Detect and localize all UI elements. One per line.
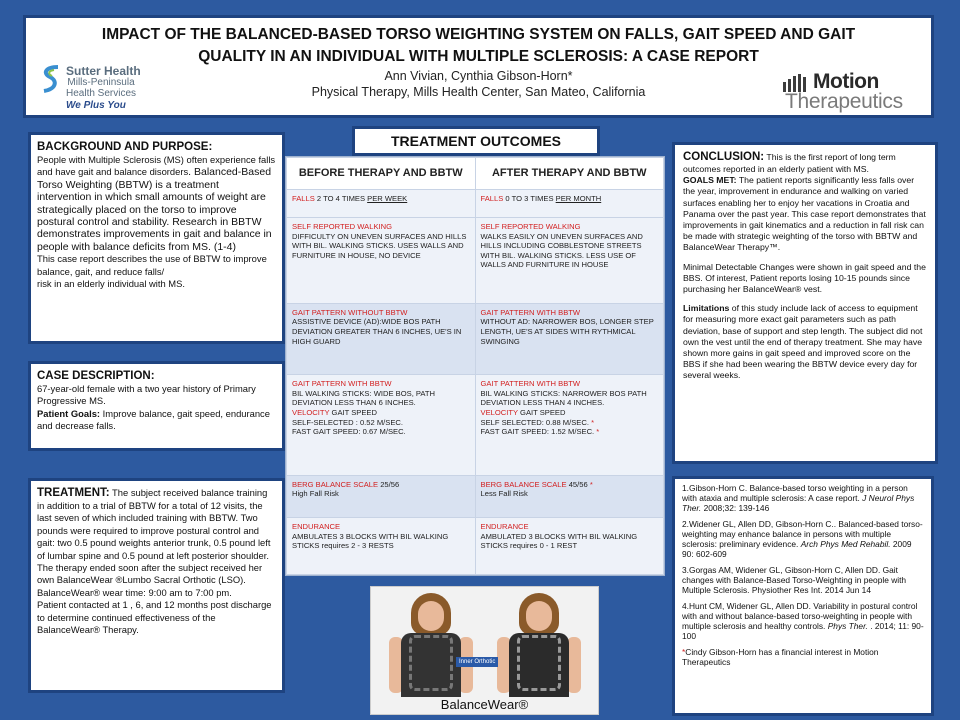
cell-walking-before: [287, 218, 476, 304]
background-text2: . Balanced-Based Torso Weighting (BBTW) is a treatment intervention in which small amounts of weight are strategically placed on the torso to improve postural control and stability. Research in BBTW demonstrates improvements in gait and balance in people with balance deficits from MS. (1-4): [37, 166, 272, 253]
sutter-mark-icon: [40, 64, 62, 94]
treatment-heading: TREATMENT:: [37, 487, 110, 499]
table-row-gait-without: [287, 303, 664, 374]
berg-after-value: 45/56: [566, 479, 590, 489]
velocity-before-label: [292, 408, 470, 418]
photo-vest: [409, 635, 453, 691]
case-heading: CASE DESCRIPTION:: [37, 370, 155, 382]
berg-after-head: BERG BALANCE SCALE: [480, 479, 567, 489]
falls-after-head: FALLS: [480, 194, 504, 203]
table-row-falls: [287, 190, 664, 218]
inner-orthotic-label: Inner Orthotic: [456, 657, 498, 667]
reference-3-text: 3.Gorgas AM, Widener GL, Gibson-Horn C, Allen DD. Gait changes with Balance-Based Torso-Weighting in people with Multiple Sclerosis. Physiother Res Int. 2014 Jun 14: [682, 565, 907, 595]
velocity-after-fast: FAST GAIT SPEED: 1.52 M/SEC.: [480, 427, 597, 437]
velocity-after-label: [481, 408, 659, 418]
reference-4-journal: Phys Ther.: [827, 621, 868, 631]
reference-2-tail: 2009 90: 602-609: [682, 539, 912, 559]
berg-after-risk: Less Fall Risk: [480, 489, 528, 499]
table-row-gait-velocity: [287, 375, 664, 475]
sutter-sub2: Health Services: [66, 88, 137, 99]
reference-1-journal: J Neurol Phys Ther.: [682, 493, 915, 513]
case-description-section: [28, 361, 285, 451]
falls-before-unit: PER WEEK: [367, 194, 408, 203]
sutter-name: Sutter Health: [66, 64, 141, 78]
background-text1: People with Multiple Sclerosis (MS) often experience falls and have gait and balance disorders: [37, 154, 276, 178]
falls-before-head: FALLS: [292, 194, 315, 203]
velocity-after-self: SELF SELECTED: 0.88 M/SEC.: [480, 417, 592, 427]
reference-1-tail: 2008;32: 139-146: [701, 503, 770, 513]
photo2-arm-right: [567, 637, 581, 693]
velocity-before-word: VELOCITY: [292, 408, 330, 418]
walking-before-body: DIFFICULTY ON UNEVEN SURFACES AND HILLS WITH BIL. WALKING STICKS. USES WALLS AND FURNITURE IN HOUSE, NO DEVICE: [292, 231, 467, 260]
reference-item: [682, 483, 924, 513]
disclosure-star: *: [682, 647, 686, 657]
references-section: [672, 476, 934, 716]
background-text3: This case report describes the use of BBTW to improve balance, gait, and reduce falls/: [37, 253, 267, 277]
endurance-before-body: AMBULATES 3 BLOCKS WITH BIL WALKING STICKS requires 2 - 3 RESTS: [292, 531, 449, 551]
table-header-row: [287, 158, 664, 190]
velocity-after-word: VELOCITY: [480, 408, 518, 418]
col-after-header: AFTER THERAPY AND BBTW: [475, 158, 664, 190]
velocity-before-fast: FAST GAIT SPEED: 0.67 M/SEC.: [292, 427, 406, 437]
conclusion-heading: CONCLUSION:: [683, 151, 765, 163]
cell-endurance-before: [287, 518, 476, 575]
motion-therapeutics-logo: [783, 72, 923, 114]
falls-before-body: 2 TO 4 TIMES: [314, 194, 368, 203]
background-heading: BACKGROUND AND PURPOSE:: [37, 141, 213, 153]
endurance-before-head: ENDURANCE: [292, 522, 341, 532]
endurance-after-head: ENDURANCE: [480, 522, 529, 532]
background-text4: risk in an elderly individual with MS.: [37, 278, 185, 290]
case-goals: [37, 408, 276, 433]
table-row-berg: [287, 475, 664, 517]
photo-orthotic-view: [489, 591, 589, 697]
conclusion-intro: [683, 150, 927, 175]
gait-with-body: WITHOUT AD: NARROWER BOS, LONGER STEP LENGTH, UE'S AT SIDES WITH RYTHMICAL SWINGING: [480, 317, 654, 346]
outcomes-table: [285, 156, 665, 576]
cell-endurance-after: [475, 518, 664, 575]
reference-item: [682, 601, 924, 641]
reference-2-text: 2.Widener GL, Allen DD, Gibson-Horn C.. Balanced-based torso-weighting may enhance balance in persons with multiple sclerosis: preliminary evidence.: [682, 519, 923, 549]
goals-met-label: GOALS MET:: [683, 175, 737, 186]
table-row-walking: [287, 218, 664, 304]
photo2-vest: [517, 635, 561, 691]
limitations-label: Limitations: [683, 303, 730, 314]
col-before-header: BEFORE THERAPY AND BBTW: [287, 158, 476, 190]
poster-title: IMPACT OF THE BALANCED-BASED TORSO WEIGHTING SYSTEM ON FALLS, GAIT SPEED AND GAIT QUALITY IN AN INDIVIDUAL WITH MULTIPLE SCLEROSIS: A CASE REPORT: [101, 26, 856, 65]
balancewear-caption: BalanceWear®: [440, 697, 529, 712]
therapeutics-word: Therapeutics: [785, 90, 903, 113]
case-text: 67-year-old female with a two year history of Primary Progressive MS.: [37, 383, 256, 407]
cell-velocity-before: [287, 375, 476, 475]
treatment-text1: The subject received balance training in addition to a trial of BBTW for a total of 12 visits, the last seven of which included training with BBTW. Two pounds were required to improve postural control and gait: two 0.5 pound weights anterior trunk, 0.5 pound left of lumbar spine and 0.5 pound at left posterior shoulder. The therapy ended soon after the subject received her own BalanceWear ®Lumbo Sacral Orthotic (LSO).: [37, 487, 271, 586]
authors: Ann Vivian, Cynthia Gibson-Horn*: [384, 69, 573, 83]
velocity-after-head: GAIT PATTERN WITH BBTW: [480, 379, 581, 389]
motion-word: Motion: [813, 70, 879, 93]
treatment-text2: BalanceWear® wear time: 9:00 am to 7:00 pm.: [37, 586, 232, 598]
treatment-section: [28, 478, 285, 693]
cell-walking-after: [475, 218, 664, 304]
velocity-before-self: SELF-SELECTED : 0.52 M/SEC.: [292, 417, 403, 427]
case-goals-text: Improve balance, gait speed, endurance and decrease falls.: [37, 407, 270, 432]
walking-before-head: SELF REPORTED WALKING: [292, 222, 393, 232]
falls-after-unit: PER MONTH: [555, 194, 602, 203]
gait-with-head: GAIT PATTERN WITH BBTW: [480, 307, 581, 317]
background-text: [37, 154, 276, 253]
limitations-text: of this study include lack of access to equipment for measuring more exact gait parameters such as path deviation, base of support and step length. The subject did not own the vest until the end of therapy treatment. She may have shown more gains in gait speed and improved score on the BBS if she had been wearing the BBTW device every day for several weeks.: [683, 303, 923, 381]
walking-after-body: WALKS EASILY ON UNEVEN SURFACES AND HILLS INCLUDING COBBLESTONE STREETS WITH BIL. WALKING STICKS. LESS USE OF WALLS AND FURNITURE IN HOUSE: [480, 231, 643, 270]
walking-after-head: SELF REPORTED WALKING: [480, 222, 581, 232]
cell-gait-without-before: [287, 303, 476, 374]
sutter-tagline: We Plus You: [66, 100, 126, 111]
cell-berg-after: [475, 475, 664, 517]
berg-before-head: BERG BALANCE SCALE: [292, 479, 379, 489]
reference-4-tail: . 2014; 11: 90-100: [682, 621, 924, 641]
reference-item: [682, 565, 924, 595]
treatment-text3: Patient contacted at 1 , 6, and 12 months post discharge to determine continued effectiveness of the BalanceWear® Therapy.: [37, 599, 272, 636]
velocity-before-rest: GAIT SPEED: [329, 408, 377, 418]
reference-1-text: 1.Gibson-Horn C. Balance-based torso weighting in a person with ataxia and multiple sclerosis: A case report.: [682, 483, 908, 503]
reference-2-journal: Arch Phys Med Rehabil.: [800, 539, 891, 549]
goals-met-text: The patient reports significantly less falls over the year, improvement in endurance and walking on varied surfaces enabling her to enjoy her vacations in Croatia and Panama over the past year. This case report demonstrates that improvements in gait kinematics and a reduction in fall risk can be made with strategic weighting of the torso with BBTW and BalanceWear Therapy™.: [683, 175, 926, 253]
endurance-after-body: AMBULATED 3 BLOCKS WITH BIL WALKING STICKS requires 0 - 1 REST: [480, 531, 638, 551]
conclusion-goals: [683, 175, 927, 253]
velocity-before-body: BIL WALKING STICKS: WIDE BOS, PATH DEVIATION LESS THAN 6 INCHES.: [292, 388, 436, 408]
berg-before-risk: High Fall Risk: [292, 489, 339, 499]
berg-before-value: 25/56: [378, 479, 400, 489]
photo-front-view: [381, 591, 481, 697]
berg-after-star: *: [589, 479, 593, 489]
outcomes-title: TREATMENT OUTCOMES: [352, 126, 600, 156]
background-section: [28, 132, 285, 344]
cell-berg-before: [287, 475, 476, 517]
velocity-after-fast-line: [481, 427, 659, 437]
velocity-after-self-line: [481, 418, 659, 428]
photo-face: [418, 601, 444, 631]
falls-after-body: 0 TO 3 TIMES: [503, 194, 556, 203]
poster-header: [23, 15, 934, 118]
velocity-after-self-star: *: [591, 417, 595, 427]
gait-without-body: ASSISTIVE DEVICE (AD):WIDE BOS PATH DEVIATION GREATER THAN 6 INCHES, UE'S IN HIGH GUARD: [292, 317, 462, 346]
disclosure: [682, 647, 924, 667]
cell-gait-with-after: [475, 303, 664, 374]
cell-falls-before: [287, 190, 476, 218]
berg-after-line: [481, 480, 659, 490]
balancewear-photos: [370, 586, 599, 715]
sutter-health-logo: [40, 64, 160, 116]
velocity-after-body: BIL WALKING STICKS: NARROWER BOS PATH DEVIATION LESS THAN 4 INCHES.: [480, 388, 647, 408]
gait-without-head: GAIT PATTERN WITHOUT BBTW: [292, 307, 408, 317]
case-goals-label: Patient Goals:: [37, 407, 101, 419]
affiliation: Physical Therapy, Mills Health Center, San Mateo, California: [311, 85, 646, 99]
conclusion-limitations: [683, 303, 927, 381]
sutter-sub: [66, 77, 136, 99]
velocity-before-head: GAIT PATTERN WITH BBTW: [292, 379, 392, 389]
conclusion-mdc: Minimal Detectable Changes were shown in gait speed and the BBS. Of interest, Patient reports losing 10-15 pounds since purchasing her BalanceWear® vest.: [683, 261, 926, 295]
conclusion-section: [672, 142, 938, 464]
velocity-after-rest: GAIT SPEED: [517, 408, 566, 418]
outcomes-grid: [286, 157, 664, 575]
reference-item: [682, 519, 924, 559]
reference-4-text: 4.Hunt CM, Widener GL, Allen DD. Variability in postural control with and without balance-based torso-weighting in people with multiple sclerosis and healthy controls.: [682, 601, 918, 631]
sutter-sub1: Mills-Peninsula: [67, 77, 135, 88]
berg-before-line: [292, 480, 470, 490]
treatment-text: [37, 486, 276, 587]
photo2-face: [526, 601, 552, 631]
velocity-after-fast-star: *: [596, 427, 600, 437]
conclusion-intro-text: This is the first report of long term outcomes reported in an elderly patient with MS.: [683, 152, 896, 174]
cell-falls-after: [475, 190, 664, 218]
table-row-endurance: [287, 518, 664, 575]
disclosure-text: Cindy Gibson-Horn has a financial interest in Motion Therapeutics: [682, 647, 879, 667]
cell-velocity-after: [475, 375, 664, 475]
